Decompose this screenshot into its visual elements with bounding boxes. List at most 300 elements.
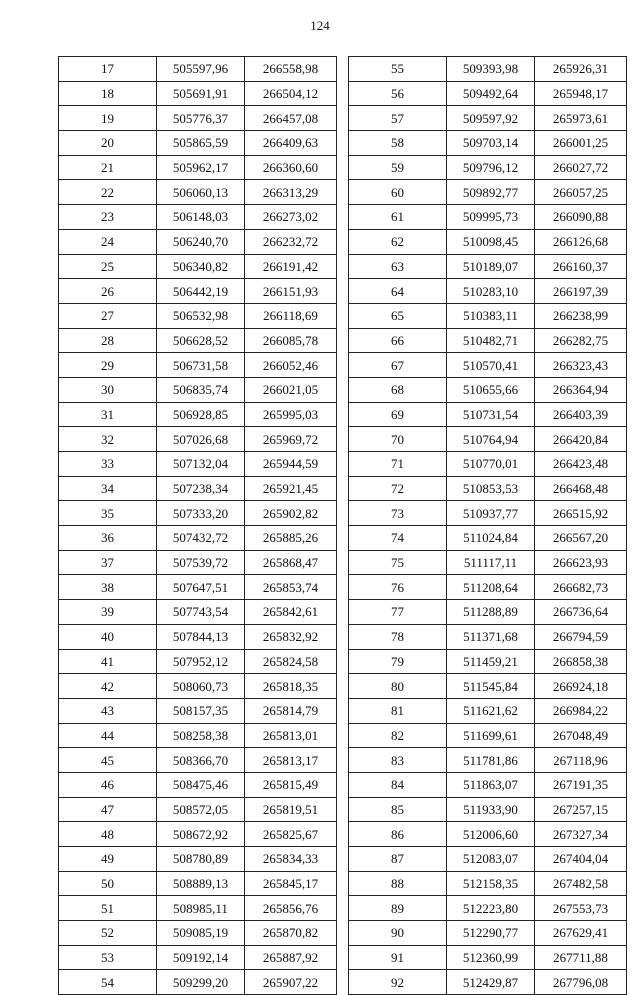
point-number-cell: 67 [349,353,447,378]
y-coordinate-cell: 266858,38 [535,649,627,674]
y-coordinate-cell: 265907,22 [245,970,337,995]
point-number-cell: 64 [349,279,447,304]
point-number-cell: 70 [349,427,447,452]
x-coordinate-cell: 510570,41 [447,353,535,378]
x-coordinate-cell: 508780,89 [157,847,245,872]
x-coordinate-cell: 505865,59 [157,131,245,156]
y-coordinate-cell: 266364,94 [535,377,627,402]
x-coordinate-cell: 508889,13 [157,871,245,896]
point-number-cell: 35 [59,501,157,526]
point-number-cell: 30 [59,377,157,402]
point-number-cell: 84 [349,772,447,797]
point-number-cell: 66 [349,328,447,353]
x-coordinate-cell: 509597,92 [447,106,535,131]
table-row [59,254,337,279]
point-number-cell: 51 [59,896,157,921]
point-number-cell: 72 [349,476,447,501]
point-number-cell: 77 [349,600,447,625]
x-coordinate-cell: 511933,90 [447,797,535,822]
point-number-cell: 21 [59,155,157,180]
y-coordinate-cell: 266238,99 [535,303,627,328]
x-coordinate-cell: 505776,37 [157,106,245,131]
y-coordinate-cell: 265814,79 [245,698,337,723]
y-coordinate-cell: 266191,42 [245,254,337,279]
x-coordinate-cell: 507432,72 [157,526,245,551]
y-coordinate-cell: 265995,03 [245,402,337,427]
y-coordinate-cell: 266924,18 [535,674,627,699]
point-number-cell: 85 [349,797,447,822]
table-row [59,723,337,748]
point-number-cell: 78 [349,624,447,649]
point-number-cell: 55 [349,57,447,82]
point-number-cell: 53 [59,945,157,970]
y-coordinate-cell: 265818,35 [245,674,337,699]
x-coordinate-cell: 509085,19 [157,921,245,946]
table-row [349,328,627,353]
y-coordinate-cell: 266567,20 [535,526,627,551]
table-row [349,797,627,822]
x-coordinate-cell: 509492,64 [447,81,535,106]
y-coordinate-cell: 266126,68 [535,229,627,254]
x-coordinate-cell: 508985,11 [157,896,245,921]
point-number-cell: 63 [349,254,447,279]
y-coordinate-cell: 267404,04 [535,847,627,872]
y-coordinate-cell: 266409,63 [245,131,337,156]
table-body [349,57,627,995]
table-row [59,205,337,230]
table-row [349,501,627,526]
y-coordinate-cell: 267257,15 [535,797,627,822]
x-coordinate-cell: 509995,73 [447,205,535,230]
x-coordinate-cell: 510770,01 [447,452,535,477]
y-coordinate-cell: 266682,73 [535,575,627,600]
y-coordinate-cell: 266197,39 [535,279,627,304]
x-coordinate-cell: 506835,74 [157,377,245,402]
table-row [349,847,627,872]
point-number-cell: 60 [349,180,447,205]
y-coordinate-cell: 265944,59 [245,452,337,477]
point-number-cell: 37 [59,550,157,575]
table-row [59,797,337,822]
point-number-cell: 17 [59,57,157,82]
y-coordinate-cell: 266984,22 [535,698,627,723]
x-coordinate-cell: 505597,96 [157,57,245,82]
table-row [349,402,627,427]
y-coordinate-cell: 266090,88 [535,205,627,230]
coordinates-table-right [348,56,627,995]
table-row [349,205,627,230]
x-coordinate-cell: 512083,07 [447,847,535,872]
point-number-cell: 91 [349,945,447,970]
y-coordinate-cell: 265824,58 [245,649,337,674]
table-row [59,550,337,575]
point-number-cell: 57 [349,106,447,131]
point-number-cell: 69 [349,402,447,427]
table-row [349,822,627,847]
point-number-cell: 38 [59,575,157,600]
y-coordinate-cell: 265842,61 [245,600,337,625]
x-coordinate-cell: 506928,85 [157,402,245,427]
x-coordinate-cell: 511288,89 [447,600,535,625]
y-coordinate-cell: 265813,01 [245,723,337,748]
point-number-cell: 48 [59,822,157,847]
x-coordinate-cell: 507333,20 [157,501,245,526]
y-coordinate-cell: 266232,72 [245,229,337,254]
table-row [59,748,337,773]
y-coordinate-cell: 267796,08 [535,970,627,995]
point-number-cell: 74 [349,526,447,551]
table-row [349,921,627,946]
table-row [59,180,337,205]
x-coordinate-cell: 510482,71 [447,328,535,353]
y-coordinate-cell: 265885,26 [245,526,337,551]
point-number-cell: 61 [349,205,447,230]
x-coordinate-cell: 506340,82 [157,254,245,279]
point-number-cell: 52 [59,921,157,946]
table-row [349,698,627,723]
point-number-cell: 22 [59,180,157,205]
table-row [349,476,627,501]
point-number-cell: 75 [349,550,447,575]
table-row [59,896,337,921]
point-number-cell: 27 [59,303,157,328]
point-number-cell: 44 [59,723,157,748]
y-coordinate-cell: 266403,39 [535,402,627,427]
point-number-cell: 79 [349,649,447,674]
y-coordinate-cell: 267553,73 [535,896,627,921]
point-number-cell: 68 [349,377,447,402]
table-row [349,723,627,748]
y-coordinate-cell: 265813,17 [245,748,337,773]
x-coordinate-cell: 506240,70 [157,229,245,254]
y-coordinate-cell: 266118,69 [245,303,337,328]
x-coordinate-cell: 508060,73 [157,674,245,699]
table-row [59,279,337,304]
table-row [59,229,337,254]
y-coordinate-cell: 265856,76 [245,896,337,921]
point-number-cell: 45 [59,748,157,773]
x-coordinate-cell: 506628,52 [157,328,245,353]
point-number-cell: 82 [349,723,447,748]
table-row [59,328,337,353]
x-coordinate-cell: 508157,35 [157,698,245,723]
table-row [349,945,627,970]
point-number-cell: 80 [349,674,447,699]
table-row [349,180,627,205]
point-number-cell: 76 [349,575,447,600]
table-row [59,847,337,872]
y-coordinate-cell: 266558,98 [245,57,337,82]
y-coordinate-cell: 265902,82 [245,501,337,526]
point-number-cell: 50 [59,871,157,896]
x-coordinate-cell: 512429,87 [447,970,535,995]
y-coordinate-cell: 265921,45 [245,476,337,501]
table-row [349,377,627,402]
y-coordinate-cell: 265845,17 [245,871,337,896]
table-row [59,131,337,156]
x-coordinate-cell: 511545,84 [447,674,535,699]
y-coordinate-cell: 265948,17 [535,81,627,106]
point-number-cell: 39 [59,600,157,625]
x-coordinate-cell: 507238,34 [157,476,245,501]
point-number-cell: 54 [59,970,157,995]
x-coordinate-cell: 511024,84 [447,526,535,551]
x-coordinate-cell: 506060,13 [157,180,245,205]
table-row [349,131,627,156]
point-number-cell: 32 [59,427,157,452]
x-coordinate-cell: 512360,99 [447,945,535,970]
table-row [349,254,627,279]
x-coordinate-cell: 507647,51 [157,575,245,600]
y-coordinate-cell: 266057,25 [535,180,627,205]
point-number-cell: 33 [59,452,157,477]
point-number-cell: 87 [349,847,447,872]
y-coordinate-cell: 265832,92 [245,624,337,649]
table-row [349,229,627,254]
table-row [59,624,337,649]
table-row [59,600,337,625]
x-coordinate-cell: 510283,10 [447,279,535,304]
point-number-cell: 40 [59,624,157,649]
y-coordinate-cell: 266273,02 [245,205,337,230]
y-coordinate-cell: 265926,31 [535,57,627,82]
x-coordinate-cell: 510098,45 [447,229,535,254]
table-row [59,649,337,674]
point-number-cell: 88 [349,871,447,896]
x-coordinate-cell: 511863,07 [447,772,535,797]
table-row [59,452,337,477]
y-coordinate-cell: 265969,72 [245,427,337,452]
table-row [349,748,627,773]
point-number-cell: 19 [59,106,157,131]
table-row [59,772,337,797]
table-row [349,624,627,649]
table-row [349,970,627,995]
x-coordinate-cell: 511117,11 [447,550,535,575]
x-coordinate-cell: 510189,07 [447,254,535,279]
x-coordinate-cell: 509892,77 [447,180,535,205]
x-coordinate-cell: 508572,05 [157,797,245,822]
y-coordinate-cell: 266160,37 [535,254,627,279]
y-coordinate-cell: 266001,25 [535,131,627,156]
table-row [349,649,627,674]
table-row [349,155,627,180]
table-row [349,303,627,328]
table-row [59,526,337,551]
table-row [59,575,337,600]
x-coordinate-cell: 511371,68 [447,624,535,649]
table-row [349,353,627,378]
y-coordinate-cell: 267482,58 [535,871,627,896]
x-coordinate-cell: 506532,98 [157,303,245,328]
point-number-cell: 73 [349,501,447,526]
x-coordinate-cell: 510655,66 [447,377,535,402]
y-coordinate-cell: 265887,92 [245,945,337,970]
x-coordinate-cell: 512290,77 [447,921,535,946]
table-row [349,772,627,797]
point-number-cell: 29 [59,353,157,378]
y-coordinate-cell: 267191,35 [535,772,627,797]
point-number-cell: 26 [59,279,157,304]
table-row [349,106,627,131]
y-coordinate-cell: 267327,34 [535,822,627,847]
y-coordinate-cell: 266504,12 [245,81,337,106]
x-coordinate-cell: 509299,20 [157,970,245,995]
x-coordinate-cell: 512158,35 [447,871,535,896]
point-number-cell: 83 [349,748,447,773]
table-row [349,427,627,452]
y-coordinate-cell: 266027,72 [535,155,627,180]
table-row [59,921,337,946]
point-number-cell: 86 [349,822,447,847]
x-coordinate-cell: 507743,54 [157,600,245,625]
y-coordinate-cell: 267711,88 [535,945,627,970]
y-coordinate-cell: 266457,08 [245,106,337,131]
point-number-cell: 47 [59,797,157,822]
y-coordinate-cell: 266423,48 [535,452,627,477]
point-number-cell: 46 [59,772,157,797]
x-coordinate-cell: 511699,61 [447,723,535,748]
x-coordinate-cell: 510937,77 [447,501,535,526]
y-coordinate-cell: 267118,96 [535,748,627,773]
point-number-cell: 81 [349,698,447,723]
point-number-cell: 65 [349,303,447,328]
point-number-cell: 49 [59,847,157,872]
y-coordinate-cell: 267629,41 [535,921,627,946]
table-row [59,871,337,896]
table-row [59,402,337,427]
table-row [349,57,627,82]
x-coordinate-cell: 505691,91 [157,81,245,106]
x-coordinate-cell: 507132,04 [157,452,245,477]
y-coordinate-cell: 266052,46 [245,353,337,378]
page-number: 124 [310,18,330,33]
table-row [349,871,627,896]
table-row [349,279,627,304]
table-body [59,57,337,995]
table-row [59,945,337,970]
x-coordinate-cell: 510731,54 [447,402,535,427]
point-number-cell: 24 [59,229,157,254]
y-coordinate-cell: 265815,49 [245,772,337,797]
table-row [59,822,337,847]
x-coordinate-cell: 510764,94 [447,427,535,452]
x-coordinate-cell: 509703,14 [447,131,535,156]
table-row [59,476,337,501]
x-coordinate-cell: 505962,17 [157,155,245,180]
table-row [349,526,627,551]
x-coordinate-cell: 508366,70 [157,748,245,773]
y-coordinate-cell: 266323,43 [535,353,627,378]
x-coordinate-cell: 512223,80 [447,896,535,921]
y-coordinate-cell: 266085,78 [245,328,337,353]
x-coordinate-cell: 506148,03 [157,205,245,230]
table-row [59,698,337,723]
y-coordinate-cell: 267048,49 [535,723,627,748]
x-coordinate-cell: 511621,62 [447,698,535,723]
x-coordinate-cell: 507844,13 [157,624,245,649]
y-coordinate-cell: 266021,05 [245,377,337,402]
point-number-cell: 43 [59,698,157,723]
point-number-cell: 92 [349,970,447,995]
y-coordinate-cell: 266736,64 [535,600,627,625]
table-row [59,427,337,452]
table-row [59,353,337,378]
x-coordinate-cell: 511208,64 [447,575,535,600]
point-number-cell: 18 [59,81,157,106]
table-row [59,57,337,82]
point-number-cell: 36 [59,526,157,551]
table-row [59,81,337,106]
x-coordinate-cell: 512006,60 [447,822,535,847]
point-number-cell: 25 [59,254,157,279]
y-coordinate-cell: 266515,92 [535,501,627,526]
y-coordinate-cell: 266468,48 [535,476,627,501]
table-row [349,600,627,625]
table-row [349,550,627,575]
x-coordinate-cell: 508258,38 [157,723,245,748]
y-coordinate-cell: 265825,67 [245,822,337,847]
x-coordinate-cell: 507539,72 [157,550,245,575]
point-number-cell: 89 [349,896,447,921]
table-row [349,896,627,921]
point-number-cell: 23 [59,205,157,230]
y-coordinate-cell: 266360,60 [245,155,337,180]
y-coordinate-cell: 266623,93 [535,550,627,575]
table-row [59,674,337,699]
y-coordinate-cell: 265819,51 [245,797,337,822]
table-row [349,81,627,106]
y-coordinate-cell: 266794,59 [535,624,627,649]
x-coordinate-cell: 509393,98 [447,57,535,82]
y-coordinate-cell: 266420,84 [535,427,627,452]
x-coordinate-cell: 511459,21 [447,649,535,674]
x-coordinate-cell: 508672,92 [157,822,245,847]
x-coordinate-cell: 506442,19 [157,279,245,304]
table-row [349,452,627,477]
point-number-cell: 41 [59,649,157,674]
y-coordinate-cell: 266313,29 [245,180,337,205]
point-number-cell: 62 [349,229,447,254]
point-number-cell: 59 [349,155,447,180]
table-row [59,970,337,995]
point-number-cell: 56 [349,81,447,106]
table-row [59,303,337,328]
x-coordinate-cell: 509192,14 [157,945,245,970]
point-number-cell: 20 [59,131,157,156]
point-number-cell: 31 [59,402,157,427]
x-coordinate-cell: 511781,86 [447,748,535,773]
x-coordinate-cell: 510853,53 [447,476,535,501]
y-coordinate-cell: 266282,75 [535,328,627,353]
x-coordinate-cell: 507952,12 [157,649,245,674]
table-row [59,377,337,402]
table-row [349,674,627,699]
y-coordinate-cell: 265834,33 [245,847,337,872]
y-coordinate-cell: 265853,74 [245,575,337,600]
table-row [59,155,337,180]
coordinates-table-left [58,56,337,995]
point-number-cell: 58 [349,131,447,156]
table-row [349,575,627,600]
y-coordinate-cell: 265870,82 [245,921,337,946]
table-row [59,106,337,131]
point-number-cell: 34 [59,476,157,501]
x-coordinate-cell: 509796,12 [447,155,535,180]
x-coordinate-cell: 508475,46 [157,772,245,797]
point-number-cell: 90 [349,921,447,946]
y-coordinate-cell: 266151,93 [245,279,337,304]
